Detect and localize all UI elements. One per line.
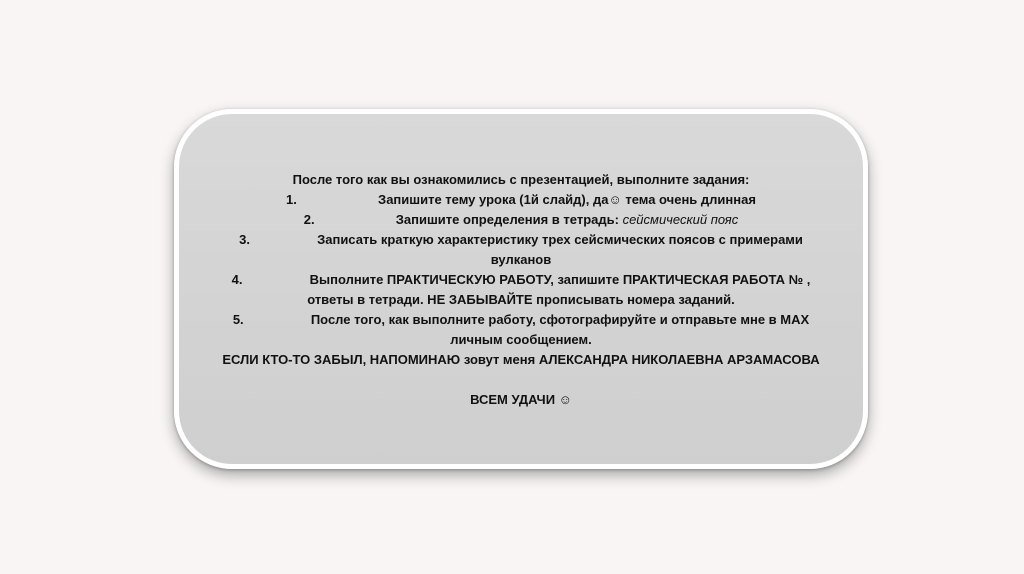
task-2-text: Запишите определения в тетрадь: <box>395 212 619 227</box>
instructions-text <box>179 170 863 410</box>
task-3 <box>179 230 863 250</box>
task-1-number: 1. <box>286 192 297 207</box>
task-1-text: Запишите тему урока (1й слайд), да☺ тема очень длинная <box>378 192 756 207</box>
task-5-text: После того, как выполните работу, сфотографируйте и отправьте мне в MAX <box>310 312 810 327</box>
task-3-number: 3. <box>239 232 250 247</box>
task-5-continued: личным сообщением. <box>450 332 592 347</box>
closing-text: ВСЕМ УДАЧИ ☺ <box>470 392 572 407</box>
task-1 <box>179 190 863 210</box>
task-4-continued: ответы в тетради. НЕ ЗАБЫВАЙТЕ прописывать номера заданий. <box>307 292 735 307</box>
task-4-text: Выполните ПРАКТИЧЕСКУЮ РАБОТУ, запишите ПРАКТИЧЕСКАЯ РАБОТА № , <box>309 272 811 287</box>
task-4 <box>179 270 863 290</box>
intro-text: После того как вы ознакомились с презентацией, выполните задания: <box>292 172 750 187</box>
instructions-card <box>174 109 868 469</box>
task-2 <box>179 210 863 230</box>
blank-line <box>179 370 863 390</box>
task-3-text: Записать краткую характеристику трех сейсмических поясов с примерами <box>317 232 803 247</box>
task-3-continued: вулканов <box>490 252 552 267</box>
task-2-term: сейсмический пояс <box>622 212 739 227</box>
task-4-number: 4. <box>231 272 243 287</box>
reminder-text: ЕСЛИ КТО-ТО ЗАБЫЛ, НАПОМИНАЮ зовут меня АЛЕКСАНДРА НИКОЛАЕВНА АРЗАМАСОВА <box>222 352 820 367</box>
task-5-number: 5. <box>232 312 244 327</box>
task-5 <box>179 310 863 330</box>
task-2-number: 2. <box>303 212 315 227</box>
